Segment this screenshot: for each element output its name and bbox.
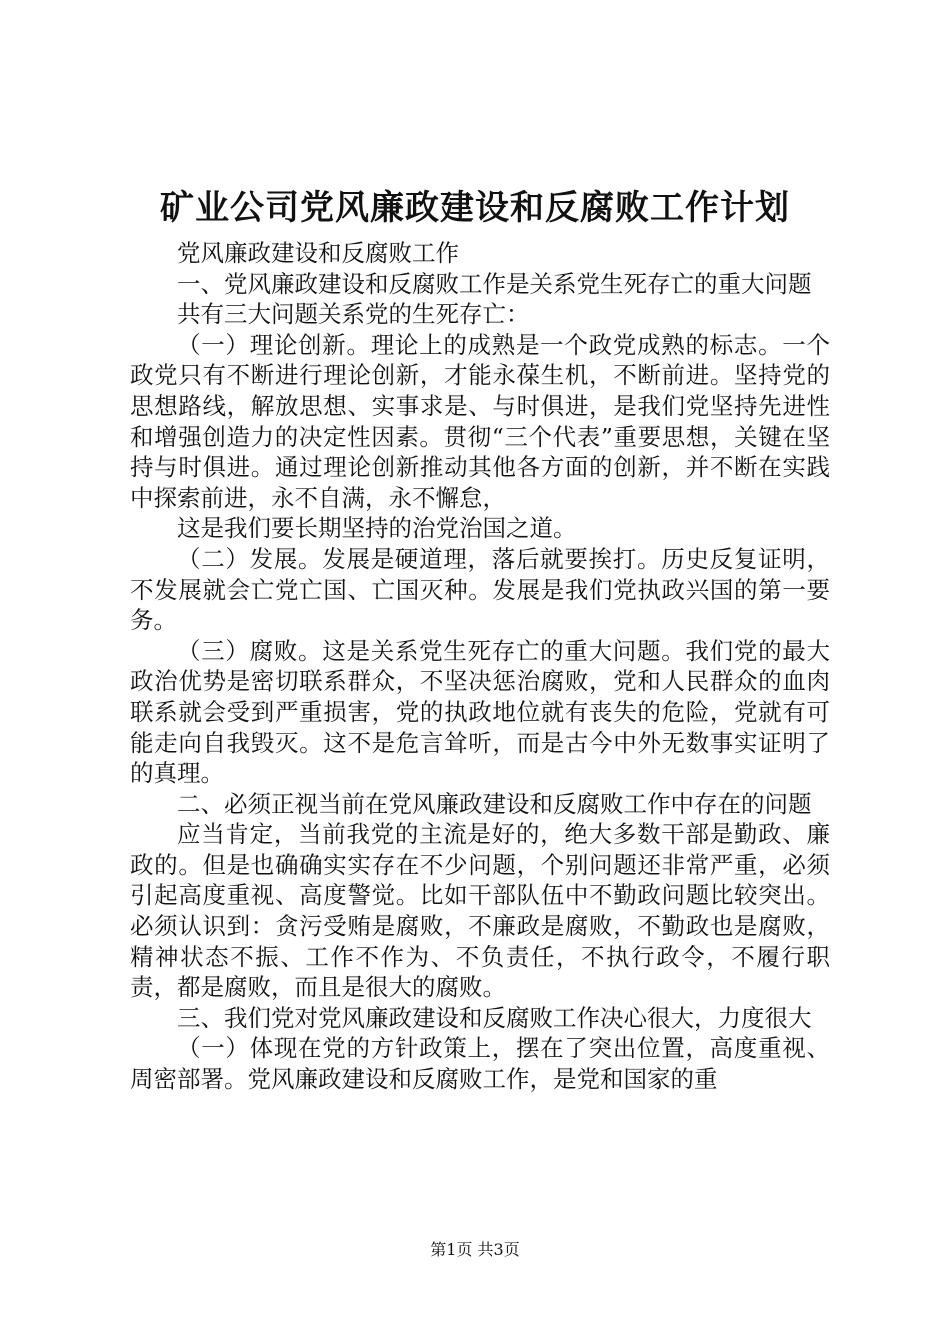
document-body <box>130 238 830 1095</box>
paragraph: 这是我们要长期坚持的治党治国之道。 <box>177 514 577 543</box>
document-title: 矿业公司党风廉政建设和反腐败工作计划 <box>160 188 790 228</box>
paragraph: （一）体现在党的方针政策上，摆在了突出位置，高度重视、周密部署。党风廉政建设和反腐败工作，是党和国家的重 <box>130 1034 830 1094</box>
paragraph: 一、党风廉政建设和反腐败工作是关系党生死存亡的重大问题 <box>177 269 812 298</box>
paragraph: 党风廉政建设和反腐败工作 <box>177 239 459 267</box>
paragraph: 应当肯定，当前我党的主流是好的，绝大多数干部是勤政、廉政的。但是也确确实实存在不少问题，个别问题还非常严重，必须引起高度重视、高度警觉。比如干部队伍中不勤政问题比较突出。必须认识到：贪污受贿是腐败，不廉政是腐败，不勤政也是腐败，精神状态不振、工作不作为、不负责任，不执行政令，不履行职责，都是腐败，而且是很大的腐败。 <box>130 820 830 1002</box>
page-footer: 第1页 共3页 <box>430 1240 520 1259</box>
paragraph: （一）理论创新。理论上的成熟是一个政党成熟的标志。一个政党只有不断进行理论创新，才能永葆生机，不断前进。坚持党的思想路线，解放思想、实事求是、与时俱进，是我们党坚持先进性和增强创造力的决定性因素。贯彻“三个代表”重要思想，关键在坚持与时俱进。通过理论创新推动其他各方面的创新，并不断在实践中探索前进，永不自满，永不懈怠， <box>130 330 830 512</box>
paragraph: （三）腐败。这是关系党生死存亡的重大问题。我们党的最大政治优势是密切联系群众，不坚决惩治腐败，党和人民群众的血肉联系就会受到严重损害，党的执政地位就有丧失的危险，党就有可能走向自我毁灭。这不是危言耸听，而是古今中外无数事实证明了的真理。 <box>130 636 830 788</box>
paragraph: （二）发展。发展是硬道理，落后就要挨打。历史反复证明，不发展就会亡党亡国、亡国灭种。发展是我们党执政兴国的第一要务。 <box>130 544 830 635</box>
paragraph: 二、必须正视当前在党风廉政建设和反腐败工作中存在的问题 <box>177 789 812 818</box>
paragraph: 共有三大问题关系党的生死存亡： <box>177 300 530 329</box>
paragraph: 三、我们党对党风廉政建设和反腐败工作决心很大，力度很大 <box>177 1003 812 1032</box>
